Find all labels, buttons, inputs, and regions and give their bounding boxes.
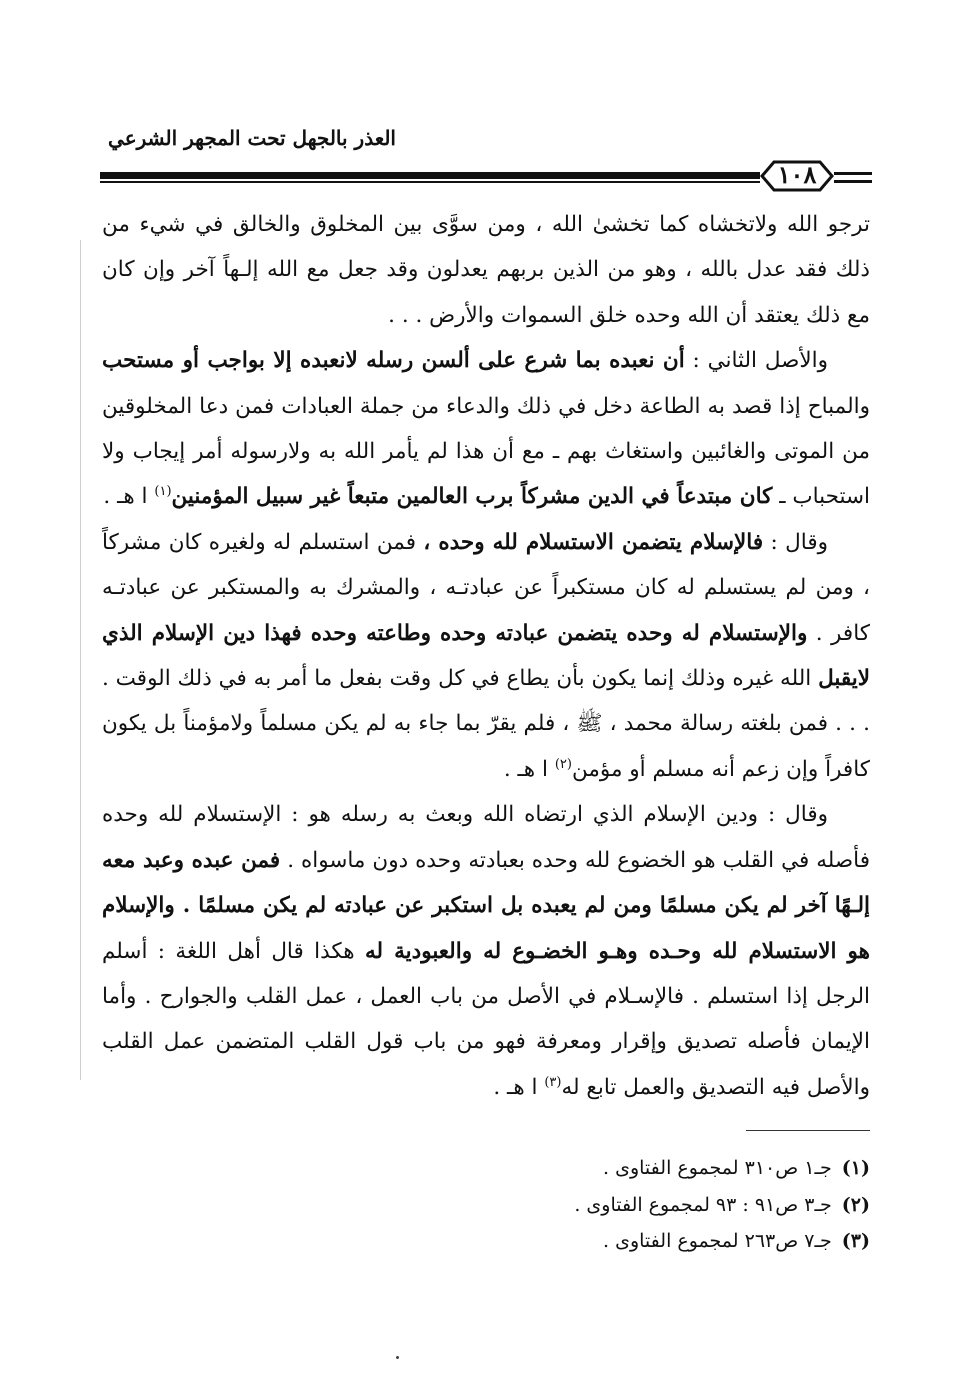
running-title: العذر بالجهل تحت المجهر الشرعي	[108, 126, 396, 150]
paragraph-4: وقال : ودين الإسلام الذي ارتضاه الله وبعث به رسله هو : الإستسلام لله وحده فأصله في القلب هو الخضوع لله وحده بعبادته وحده دون ماسواه . فمن عبده وعبد معه إلـهًا آخر لم يكن مسلمًا ومن لم يعبده بل استكبر عن عبادته لم يكن مسلمًا . والإسلام هو الاستسلام لله وحـده وهـو الخضـوع له والعبودية له هكذا قال أهل اللغة : أسلم الرجل إذا استسلم . فالإسـلام في الأصل من باب العمل ، عمل القلب والجوارح . وأما الإيمان فأصله تصديق وإقرار ومعرفة فهو من باب قول القلب المتضمن عمل القلب والأصل فيه التصديق والعمل تابع له$^{(٣)}$ ا هـ .	[102, 802, 871, 1100]
main-text	[102, 202, 870, 1110]
paragraph-1: ترجو الله ولاتخشاه كما تخشىٰ الله ، ومن سوَّى بين المخلوق والخالق في شيء من ذلك فقد عدل بالله ، وهو من الذين بربهم يعدلون وقد جعل مع الله إلـهاً آخر وإن كان مع ذلك يعتقد أن الله وحده خلق السموات والأرض . . .	[102, 212, 870, 328]
footnote-item: (١)جـ١ ص٣١٠ لمجموع الفتاوى .	[603, 1157, 870, 1179]
footnote-item: (٢)جـ٣ ص٩١ : ٩٣ لمجموع الفتاوى .	[574, 1193, 870, 1216]
header-rule-right-bottom	[834, 180, 872, 183]
paragraph-3: وقال : فالإسلام يتضمن الاستسلام لله وحده ، فمن استسلم له ولغيره كان مشركاً ، ومن لم يستسلم له كان مستكبراً عن عبادتـه ، والمشرك به والمستكبر عن عبادتـه كافر . والإستسلام له وحده يتضمن عبادته وحده وطاعته وحده فهذا دين الإسلام الذي لايقبل الله غيره وذلك إنما يكون بأن يطاع في كل وقت بفعل ما أمر به في ذلك الوقت . . . . فمن بلغته رسالة محمد ، ﷺ ، فلم يقرّ بما جاء به لم يكن مسلماً ولامؤمناً بل يكون كافراً وإن زعم أنه مسلم أو مؤمن$^{(٢)}$ ا هـ .	[102, 529, 870, 782]
scan-speck	[396, 1356, 399, 1359]
footnotes	[440, 1150, 870, 1260]
footnote-ref-1[interactable]: (١)	[154, 484, 172, 500]
footnote-item: (٣)جـ٧ ص٢٦٣ لمجموع الفتاوى .	[603, 1230, 870, 1252]
scan-margin-line	[80, 240, 81, 1080]
footnote-ref-2[interactable]: (٢)	[554, 756, 572, 772]
header-rule-right-top	[834, 172, 872, 175]
footnote-separator	[746, 1130, 870, 1131]
footnote-ref-3[interactable]: (٣)	[544, 1074, 562, 1090]
header-rule-thin	[100, 181, 760, 183]
page-number: ١٠٨	[777, 160, 817, 189]
paragraph-2: والأصل الثاني : أن نعبده بما شرع على ألسن رسله لانعبده إلا بواجب أو مستحب والمباح إذا قصد به الطاعة دخل في ذلك والدعاء من جملة العبادات فمن دعا المخلوقين من الموتى والغائبين واستغاث بهم ـ مع أن هذا لم يأمر الله به ولارسوله أمر إيجاب ولا استحباب ـ كان مبتدعاً في الدين مشركاً برب العالمين متبعاً غير سبيل المؤمنين$^{(١)}$ ا هـ .	[102, 348, 870, 510]
header-rule-thick	[100, 172, 760, 179]
